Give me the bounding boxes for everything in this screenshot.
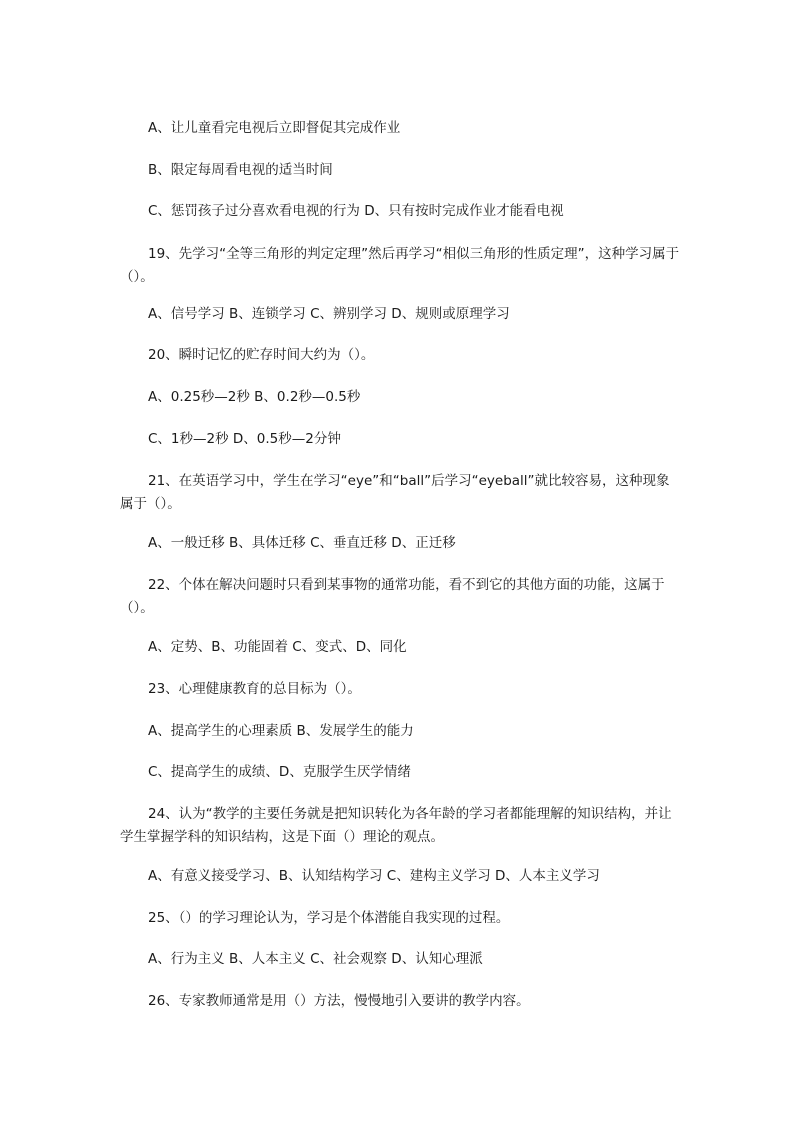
question-24: 24、认为“教学的主要任务就是把知识转化为各年龄的学习者都能理解的知识结构，并让学生掌握学科的知识结构，这是下面（）理论的观点。 <box>120 806 672 845</box>
option-line: A、一般迁移 B、具体迁移 C、垂直迁移 D、正迁移 <box>148 535 456 551</box>
option-line: A、定势、B、功能固着 C、变式、D、同化 <box>148 639 407 655</box>
question-25: 25、（）的学习理论认为，学习是个体潜能自我实现的过程。 <box>148 910 510 926</box>
option-line: A、行为主义 B、人本主义 C、社会观察 D、认知心理派 <box>148 951 483 967</box>
option-line: A、让儿童看完电视后立即督促其完成作业 <box>148 120 401 136</box>
question-22: 22、个体在解决问题时只看到某事物的通常功能，看不到它的其他方面的功能，这属于（）。 <box>120 577 665 616</box>
option-line: A、0.25秒—2秒 B、0.2秒—0.5秒 <box>148 389 361 405</box>
option-line: A、提高学生的心理素质 B、发展学生的能力 <box>148 723 414 739</box>
question-26: 26、专家教师通常是用（）方法，慢慢地引入要讲的教学内容。 <box>148 993 530 1009</box>
option-line: B、限定每周看电视的适当时间 <box>148 162 333 178</box>
question-19: 19、先学习“全等三角形的判定定理”然后再学习“相似三角形的性质定理”，这种学习属于（）。 <box>120 246 680 285</box>
question-21: 21、在英语学习中，学生在学习“eye”和“ball”后学习“eyeball”就比较容易，这种现象属于（）。 <box>120 473 670 512</box>
option-line: A、有意义接受学习、B、认知结构学习 C、建构主义学习 D、人本主义学习 <box>148 868 600 884</box>
option-line: C、惩罚孩子过分喜欢看电视的行为 D、只有按时完成作业才能看电视 <box>148 203 564 219</box>
question-23: 23、心理健康教育的总目标为（）。 <box>148 681 361 697</box>
option-line: C、提高学生的成绩、D、克服学生厌学情绪 <box>148 764 411 780</box>
option-line: C、1秒—2秒 D、0.5秒—2分钟 <box>148 431 341 447</box>
question-20: 20、瞬时记忆的贮存时间大约为（）。 <box>148 347 375 363</box>
option-line: A、信号学习 B、连锁学习 C、辨别学习 D、规则或原理学习 <box>148 306 510 322</box>
